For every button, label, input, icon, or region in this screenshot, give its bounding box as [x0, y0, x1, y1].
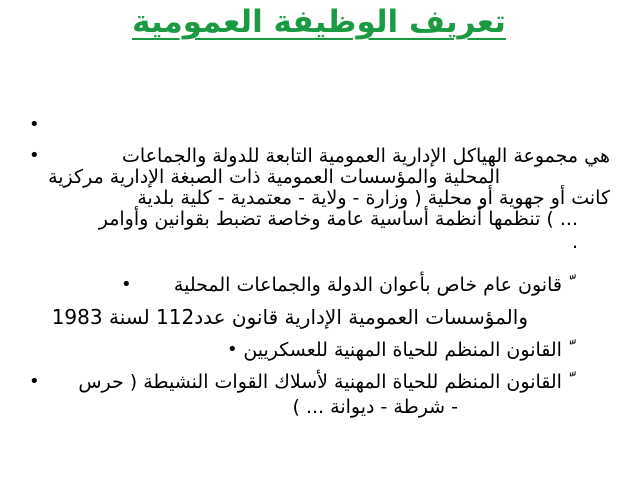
law-2-line: ّ القانون المنظم للحياة المهنية للعسكريين [243, 339, 568, 361]
bullet-marker-empty: • [29, 114, 40, 135]
bullet-marker-law-3: • [29, 371, 40, 392]
bullet-marker-definition: • [29, 145, 40, 166]
law-1-line-1: ّ قانون عام خاص بأعوان الدولة والجماعات المحلية [173, 274, 568, 296]
definition-line-3: كانت أو جهوية أو محلية ( وزارة - ولاية - معتمدية - كلية بلدية [137, 187, 610, 209]
slide-title: تعريف الوظيفة العمومية [132, 4, 506, 40]
definition-line-2: المحلية والمؤسسات العمومية ذات الصبغة الإدارية مركزية [48, 166, 500, 188]
definition-line-4: ... ) تنظمها أنظمة أساسية عامة وخاصة تضبط بقوانين وأوامر [98, 208, 578, 230]
law-1-line-2: والمؤسسات العمومية الإدارية قانون عدد112 لسنة 1983 [51, 305, 528, 329]
definition-line-5: . [571, 231, 578, 253]
law-3-line-2: - شرطة - ديوانة ... ) [292, 396, 458, 418]
bullet-marker-law-2: • [227, 339, 238, 360]
definition-line-1: هي مجموعة الهياكل الإدارية العمومية التابعة للدولة والجماعات [121, 145, 610, 167]
law-3-line-1: ّ القانون المنظم للحياة المهنية لأسلاك القوات النشيطة ( حرس [78, 371, 568, 393]
bullet-marker-law-1: • [121, 274, 132, 295]
